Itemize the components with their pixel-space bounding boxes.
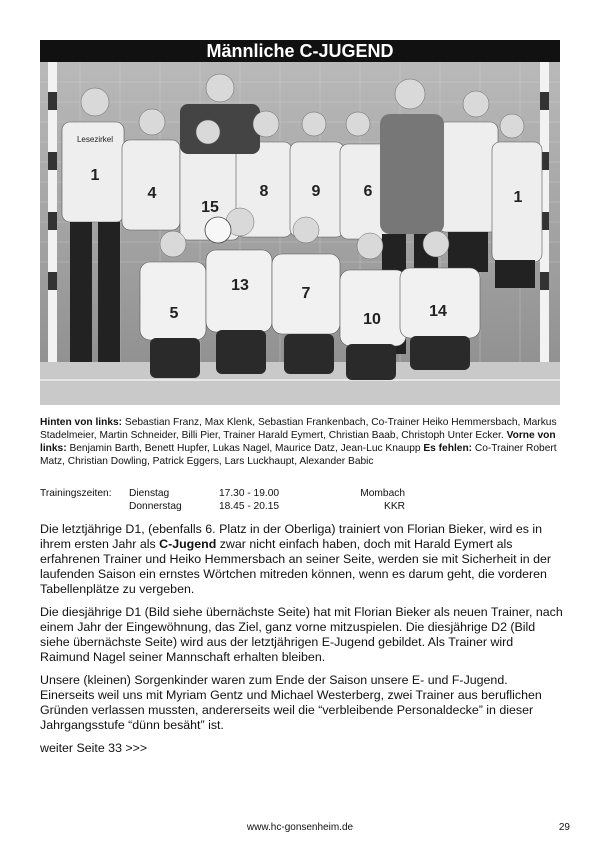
continued-link: weiter Seite 33 >>> [40,741,148,755]
paragraph-text: zwar nicht einfach haben, doch mit Harald Eymert als erfahrenen Trainer und Heiko Hemmersbach an seiner Seite, werden sie mit Sicherheit in der laufenden Saison ein ernstes Wörtchen mitreden können, wenn es darum geht, die vorderen Tabellenplätze zu vergeben. [40,537,552,596]
schedule-day: Donnerstag [129,501,182,512]
caption-back-label: Hinten von links: [40,417,123,428]
training-schedule [40,487,560,513]
footer-url: www.hc-gonsenheim.de [246,822,354,833]
caption-back-names: Sebastian Franz, Max Klenk, Sebastian Frankenbach, Co-Trainer Heiko Hemmersbach, Markus Stadelmeier, Martin Schneider, Billi Pier, Trainer Harald Eymert, Christian Baab, Christoph Unter Ecker. [40,417,557,441]
jersey-number: 6 [363,183,373,200]
schedule-row [40,500,560,513]
schedule-row [40,487,560,500]
schedule-place: Mombach [360,488,405,499]
photo-caption [40,416,560,468]
jersey-number: 7 [301,285,311,302]
jersey-number: 1 [513,189,523,206]
jersey-number: 4 [147,185,157,202]
jersey-number: 9 [311,183,321,200]
team-photo-illustration [40,62,560,405]
paragraph-emphasis: C-Jugend [159,537,217,551]
jersey-number: 10 [363,311,381,328]
jersey-number: 14 [429,303,447,320]
jersey-number: 15 [201,199,219,216]
page-title: Männliche C-JUGEND [40,40,560,62]
jersey-number: 13 [231,277,249,294]
paragraph [40,522,565,597]
schedule-day: Dienstag [129,488,170,499]
jersey-number: 8 [259,183,269,200]
article-body [40,522,565,764]
page-number: 29 [558,822,570,833]
paragraph: Unsere (kleinen) Sorgenkinder waren zum Ende der Saison unsere E- und F-Jugend. Einerseits weil uns mit Myriam Gentz und Michael Westerberg, zwei Trainer aus beruflichen Gründen verlassen mussten, andererseits weil die “verbleibende Personaldecke” in dieser Jahrgangsstufe “dünn besäht” ist. [40,673,542,732]
jersey-number: 1 [90,167,100,184]
caption-missing-names: Co-Trainer Robert Matz, Christian Dowling, Patrick Eggers, Lars Luckhaupt, Alexander Babic [40,443,557,467]
paragraph-text: Die letztjährige D1, (ebenfalls 6. Platz in der Oberliga) trainiert von Florian Bieker, wird es in ihrem ersten Jahr als [40,522,543,551]
schedule-time: 18.45 - 20.15 [219,501,280,512]
team-photo [40,62,560,405]
paragraph: Die diesjährige D1 (Bild siehe übernächste Seite) hat mit Florian Bieker als neuen Trainer, nach einem Jahr der Eingewöhnung, das Ziel, ganz vorne mitzuspielen. Die diesjährige D2 (Bild siehe übernächste Seite) wird aus der letztjährigen E-Jugend gebildet. Als Trainer wird Raimund Nagel seiner Mannschaft erhalten bleiben. [40,605,563,664]
schedule-time: 17.30 - 19.00 [219,488,280,499]
schedule-place: KKR [384,501,405,512]
caption-front-label: Vorne von links: [40,430,556,454]
caption-missing-label: Es fehlen: [423,443,473,454]
schedule-label: Trainingszeiten: [40,488,112,499]
caption-front-names: Benjamin Barth, Benett Hupfer, Lukas Nagel, Maurice Datz, Jean-Luc Knaupp [66,443,424,454]
jersey-number: 5 [169,305,179,322]
sponsor-banner: Lesezirkel [76,135,114,144]
